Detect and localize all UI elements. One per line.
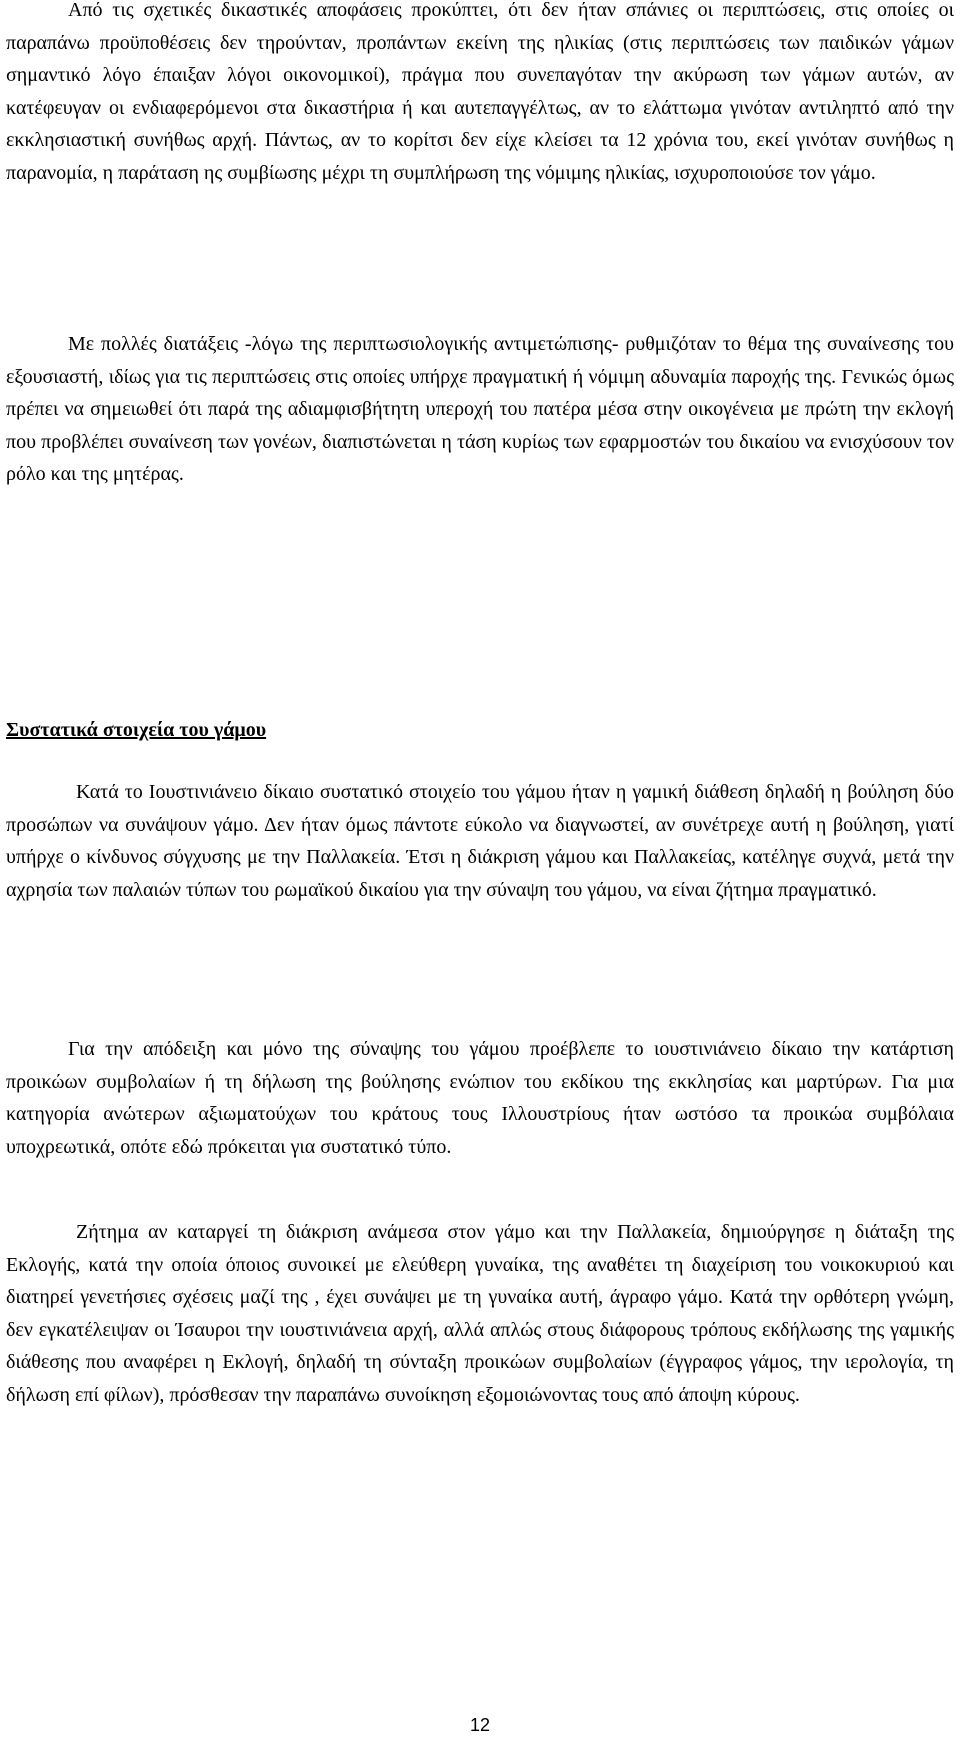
section-heading: Συστατικά στοιχεία του γάμου xyxy=(6,719,267,741)
page-number: 12 xyxy=(469,1715,491,1735)
body-paragraph: Με πολλές διατάξεις -λόγω της περιπτωσιολογικής αντιμετώπισης- ρυθμιζόταν το θέμα της συναίνεσης του εξουσιαστή, ιδίως για τις περιπτώσεις στις οποίες υπήρχε πραγματική ή νόμιμη αδυναμία παροχής της. Γενικώς όμως πρέπει να σημειωθεί ότι παρά της αδιαμφισβήτητη υπεροχή του πατέρα μέσα στην οικογένεια με πρώτη την εκλογή που προβλέπει συναίνεση των γονέων, διαπιστώνεται η τάση κυρίως των εφαρμοστών του δικαίου να ενισχύσουν τον ρόλο και της μητέρας. xyxy=(6,333,954,486)
section-paragraph: Για την απόδειξη και μόνο της σύναψης του γάμου προέβλεπε το ιουστινιάνειο δίκαιο την κατάρτιση προικώων συμβολαίων ή τη δήλωση της βούλησης ενώπιον του εκδίκου της εκκλησίας και μαρτύρων. Για μια κατηγορία ανώτερων αξιωματούχων του κράτους τους Ιλλουστρίους ήταν ωστόσο τα προικώα συμβόλαια υποχρεωτικά, οπότε εδώ πρόκειται για συστατικό τύπο. xyxy=(6,1038,954,1158)
section-paragraph: Ζήτημα αν καταργεί τη διάκριση ανάμεσα στον γάμο και την Παλλακεία, δημιούργησε η διάταξη της Εκλογής, κατά την οποία όποιος συνοικεί με ελεύθερη γυναίκα, της αναθέτει τη διαχείριση του νοικοκυριού και διατηρεί γενετήσιες σχέσεις μαζί της , έχει συνάψει με τη γυναίκα αυτή, άγραφο γάμο. Κατά την ορθότερη γνώμη, δεν εγκατέλειψαν οι Ίσαυροι την ιουστινιάνεια αρχή, αλλά απλώς στους διάφορους τρόπους εκδήλωσης της γαμικής διάθεσης που αναφέρει η Εκλογή, δηλαδή τη σύνταξη προικώων συμβολαίων (έγγραφος γάμος, την ιερολογία, τη δήλωση επί φίλων), πρόσθεσαν την παραπάνω συνοίκηση εξομοιώνοντας τους από άποψη κύρους. xyxy=(6,1221,954,1406)
body-paragraph: Από τις σχετικές δικαστικές αποφάσεις προκύπτει, ότι δεν ήταν σπάνιες οι περιπτώσεις, στις οποίες οι παραπάνω προϋποθέσεις δεν τηρούνταν, προπάντων εκείνη της ηλικίας (στις περιπτώσεις των παιδικών γάμων σημαντικό λόγο έπαιξαν λόγοι οικονομικοί), πράγμα που συνεπαγόταν την ακύρωση των γάμων αυτών, αν κατέφευγαν οι ενδιαφερόμενοι στα δικαστήρια ή και αυτεπαγγέλτως, αν το ελάττωμα γινόταν αντιληπτό από την εκκλησιαστική συνήθως αρχή. Πάντως, αν το κορίτσι δεν είχε κλείσει τα 12 χρόνια του, εκεί γινόταν συνήθως η παρανομία, η παράταση ης συμβίωσης μέχρι τη συμπλήρωση της νόμιμης ηλικίας, ισχυροποιούσε τον γάμο. xyxy=(6,0,954,184)
section-paragraph: Κατά το Ιουστινιάνειο δίκαιο συστατικό στοιχείο του γάμου ήταν η γαμική διάθεση δηλαδή η βούληση δύο προσώπων να συνάψουν γάμο. Δεν ήταν όμως πάντοτε εύκολο να διαγνωστεί, αν συνέτρεχε αυτή η βούληση, γιατί υπήρχε ο κίνδυνος σύγχυσης με την Παλλακεία. Έτσι η διάκριση γάμου και Παλλακείας, κατέληγε συχνά, μετά την αχρησία των παλαιών τύπων του ρωμαϊκού δικαίου για την σύναψη του γάμου, να είναι ζήτημα πραγματικό. xyxy=(6,781,954,901)
